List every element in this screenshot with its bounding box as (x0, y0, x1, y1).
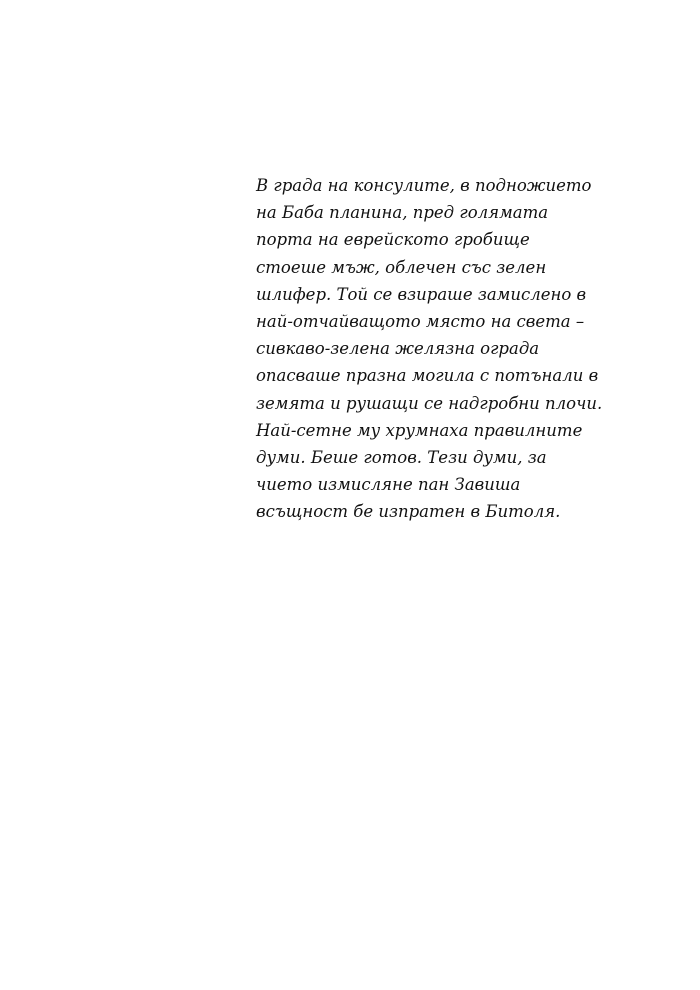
paragraph-line: стоеше мъж, облечен със зелен (256, 257, 547, 277)
paragraph-line: на Баба планина, пред голямата (256, 203, 549, 223)
paragraph-line: опасваше празна могила с потънали в (256, 366, 599, 386)
paragraph-line: земята и рушащи се надгробни плочи. (256, 393, 603, 413)
paragraph-line: сивкаво-зелена желязна ограда (256, 339, 540, 359)
paragraph-line: думи. Беше готов. Тези думи, за (256, 448, 547, 468)
paragraph-line: шлифер. Той се взираше замислено в (256, 284, 587, 304)
body-paragraph (256, 172, 603, 526)
paragraph-line: В града на консулите, в подножието (256, 176, 592, 195)
paragraph-line: най-отчайващото място на света – (256, 312, 585, 332)
paragraph-line: Най-сетне му хрумнаха правилните (256, 420, 583, 440)
paragraph-line: чието измисляне пан Завиша (256, 475, 521, 495)
paragraph-line: всъщност бе изпратен в Битоля. (256, 502, 561, 522)
paragraph-line: порта на еврейското гробище (256, 230, 530, 250)
